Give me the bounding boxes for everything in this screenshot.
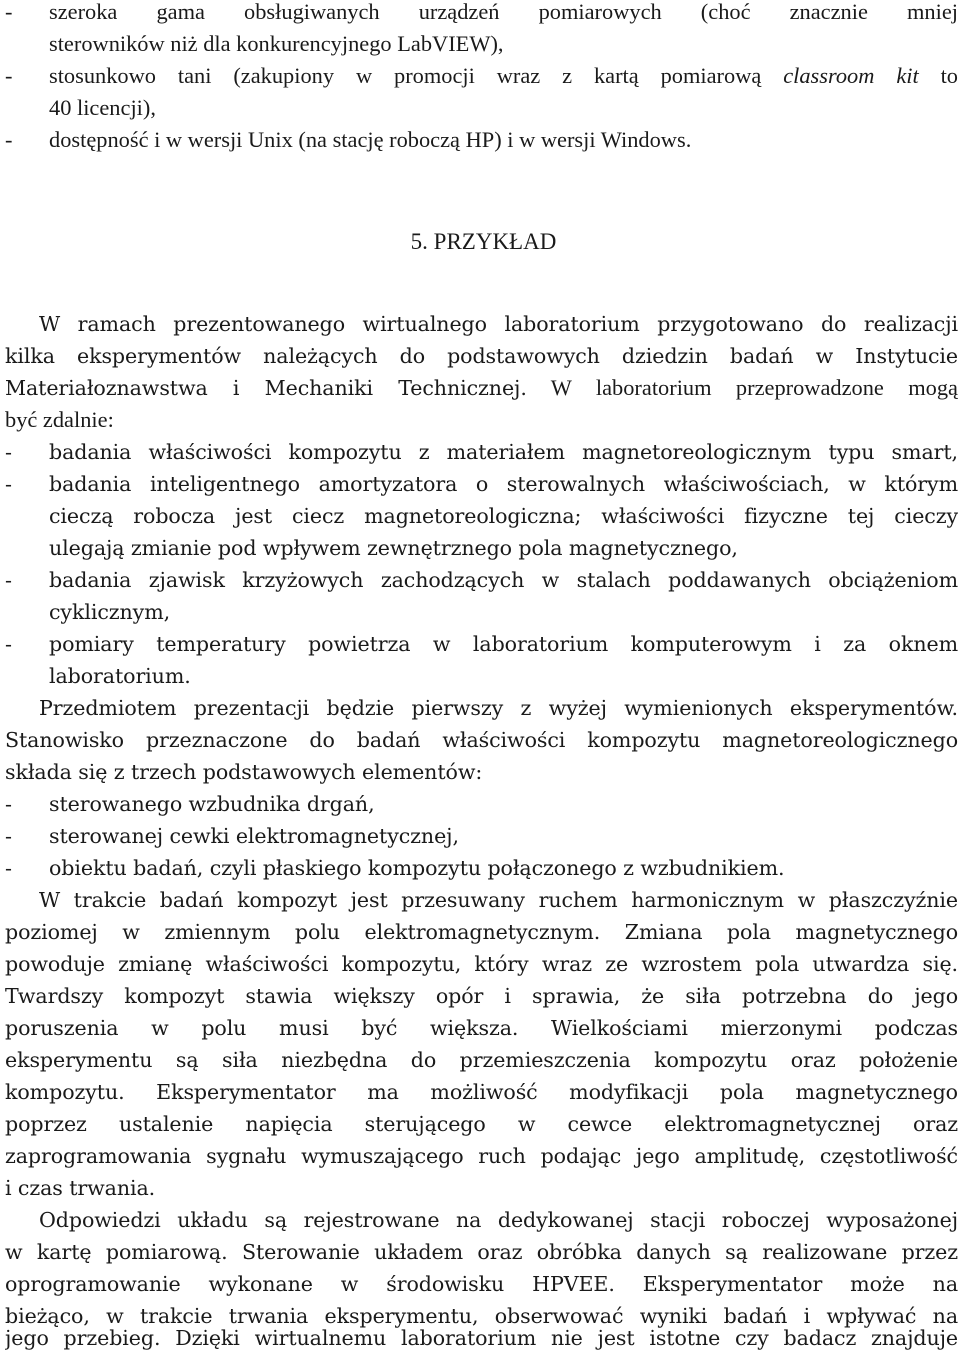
text-line-wrap (5, 92, 958, 124)
text-line: bieżąco, w trakcie trwania eksperymentu, obserwować wyniki badań i wpływać na (5, 1304, 958, 1328)
text-run: W laboratorium przeprowadzone mogą (526, 375, 958, 400)
list-bullet: - (5, 568, 12, 592)
list-bullet: - (5, 824, 12, 848)
text-line: Stanowisko przeznaczone do badań właściwości kompozytu magnetoreologicznego (5, 728, 958, 752)
text-line-wrap (5, 724, 958, 756)
list-item (5, 564, 958, 596)
text-line: i czas trwania. (5, 1176, 156, 1200)
text-line-wrap (5, 1204, 958, 1236)
text-line: Przedmiotem prezentacji będzie pierwszy z wyżej wymienionych eksperymentów. (39, 696, 958, 720)
text-line (5, 916, 958, 948)
list-item (5, 820, 958, 852)
text-line: ulegają zmianie pod wpływem zewnętrznego pola magnetycznego, (49, 536, 738, 560)
text-line: Twardszy kompozyt stawia większy opór i sprawia, że siła potrzebna do jego (5, 984, 958, 1008)
text-run: Eksperymentator ma możliwość modyfikacji pola magnetycznego (124, 1080, 958, 1104)
text-line (5, 1012, 958, 1044)
list-item (5, 628, 958, 660)
text-line-wrap (5, 372, 958, 404)
text-line: pomiary temperatury powietrza w laboratorium komputerowym i za oknem (49, 632, 958, 656)
list-item (5, 60, 958, 92)
text-line-wrap (5, 756, 958, 788)
text-run: Materiałoznawstwa i Mechaniki Technicznej. (5, 376, 527, 400)
text-line-wrap (5, 340, 958, 372)
list-bullet: - (5, 0, 13, 24)
italic-term: classroom kit (783, 63, 919, 88)
text-line-wrap (5, 884, 958, 916)
list-bullet: - (5, 856, 12, 880)
text-line-wrap (5, 980, 958, 1012)
list-bullet: - (5, 440, 12, 464)
text-line: eksperymentu są siła niezbędna do przemieszczenia kompozytu oraz położenie (5, 1048, 958, 1072)
text-line: badania zjawisk krzyżowych zachodzących w stalach poddawanych obciążeniom (49, 568, 958, 592)
text-line (5, 1236, 958, 1268)
text-line-wrap (5, 500, 958, 532)
text-line-wrap (5, 1044, 958, 1076)
text-run: Zmiana pola magnetycznego (600, 920, 958, 944)
text-line (49, 60, 958, 92)
text-line: zaprogramowania sygnału wymuszającego ruch podając jego amplitudę, częstotliwość (5, 1144, 958, 1168)
text-line-wrap (5, 1108, 958, 1140)
text-run: Wielkościami mierzonymi podczas (518, 1016, 958, 1040)
list-bullet: - (5, 63, 13, 88)
list-bullet: - (5, 632, 12, 656)
text-line-wrap (5, 404, 958, 436)
text-line: Odpowiedzi układu są rejestrowane na dedykowanej stacji roboczej wyposażonej (39, 1208, 958, 1232)
text-line: kilka eksperymentów należących do podstawowych dziedzin badań w Instytucie (5, 344, 958, 368)
text-line-wrap (5, 532, 958, 564)
list-bullet: - (5, 792, 12, 816)
text-run: w kartę pomiarową. (5, 1240, 228, 1264)
text-run: jego przebieg. (5, 1326, 161, 1350)
text-line-wrap (5, 1172, 958, 1204)
text-line: W ramach prezentowanego wirtualnego laboratorium przygotowano do realizacji (39, 312, 958, 336)
text-line-wrap (5, 596, 958, 628)
text-line: szeroka gama obsługiwanych urządzeń pomiarowych (choć znacznie mniej (49, 0, 958, 24)
text-line: sterowników niż dla konkurencyjnego LabVIEW), (49, 31, 504, 56)
list-item (5, 436, 958, 468)
list-item (5, 0, 958, 28)
text-line-wrap (5, 28, 958, 60)
text-line: poprzez ustalenie napięcia sterującego w cewce elektromagnetycznej oraz (5, 1112, 958, 1136)
text-line-wrap (5, 1140, 958, 1172)
text-line: sterowanego wzbudnika drgań, (49, 792, 375, 816)
list-bullet: - (5, 127, 13, 152)
text-run: Dzięki wirtualnemu laboratorium nie jest istotne czy badacz znajduje (160, 1326, 958, 1350)
text-line-wrap (5, 1012, 958, 1044)
text-run: oprogramowanie wykonane w środowisku HPVEE. (5, 1272, 615, 1296)
list-item (5, 124, 958, 156)
text-line: składa się z trzech podstawowych elementów: (5, 760, 483, 784)
text-line: dostępność i w wersji Unix (na stację roboczą HP) i w wersji Windows. (49, 127, 692, 152)
list-item (5, 468, 958, 500)
text-line-wrap (5, 916, 958, 948)
text-line-wrap (5, 1076, 958, 1108)
text-run: Eksperymentator może na (614, 1272, 958, 1296)
text-line: sterowanej cewki elektromagnetycznej, (49, 824, 459, 848)
text-line-wrap (5, 1268, 958, 1300)
list-bullet: - (5, 472, 12, 496)
text-line: laboratorium. (49, 664, 191, 688)
text-line (5, 372, 958, 404)
text-line: być zdalnie: (5, 407, 114, 432)
list-item (5, 852, 958, 884)
text-line-wrap (5, 308, 958, 340)
text-run: to (918, 63, 958, 88)
text-line: W trakcie badań kompozyt jest przesuwany ruchem harmonicznym w płaszczyźnie (39, 888, 958, 912)
text-line: obiektu badań, czyli płaskiego kompozytu połączonego z wzbudnikiem. (49, 856, 785, 880)
text-line-wrap (5, 660, 958, 692)
text-line (5, 1268, 958, 1300)
text-line-wrap (5, 948, 958, 980)
text-run: kompozytu. (5, 1080, 125, 1104)
text-line-wrap (5, 1322, 958, 1354)
text-run: poziomej w zmiennym polu elektromagnetycznym. (5, 920, 601, 944)
text-line (5, 1322, 958, 1354)
text-line: badania inteligentnego amortyzatora o sterowalnych właściwościach, w którym (49, 472, 958, 496)
text-run: poruszenia w polu musi być większa. (5, 1016, 519, 1040)
list-item (5, 788, 958, 820)
text-line: cyklicznym, (49, 600, 171, 624)
text-line: powoduje zmianę właściwości kompozytu, który wraz ze wzrostem pola utwardza się. (5, 952, 958, 976)
section-heading: 5. PRZYKŁAD (410, 229, 557, 254)
text-line (5, 1076, 958, 1108)
text-line: cieczą robocza jest ciecz magnetoreologiczna; właściwości fizyczne tej cieczy (49, 504, 958, 528)
text-line-wrap (5, 692, 958, 724)
text-line: badania właściwości kompozytu z materiałem magnetoreologicznym typu smart, (49, 440, 958, 464)
text-line-wrap (5, 1236, 958, 1268)
text-line: 40 licencji), (49, 95, 156, 120)
text-run: stosunkowo tani (zakupiony w promocji wraz z kartą pomiarową (49, 63, 784, 88)
text-run: Sterowanie układem oraz obróbka danych są realizowane przez (227, 1240, 958, 1264)
